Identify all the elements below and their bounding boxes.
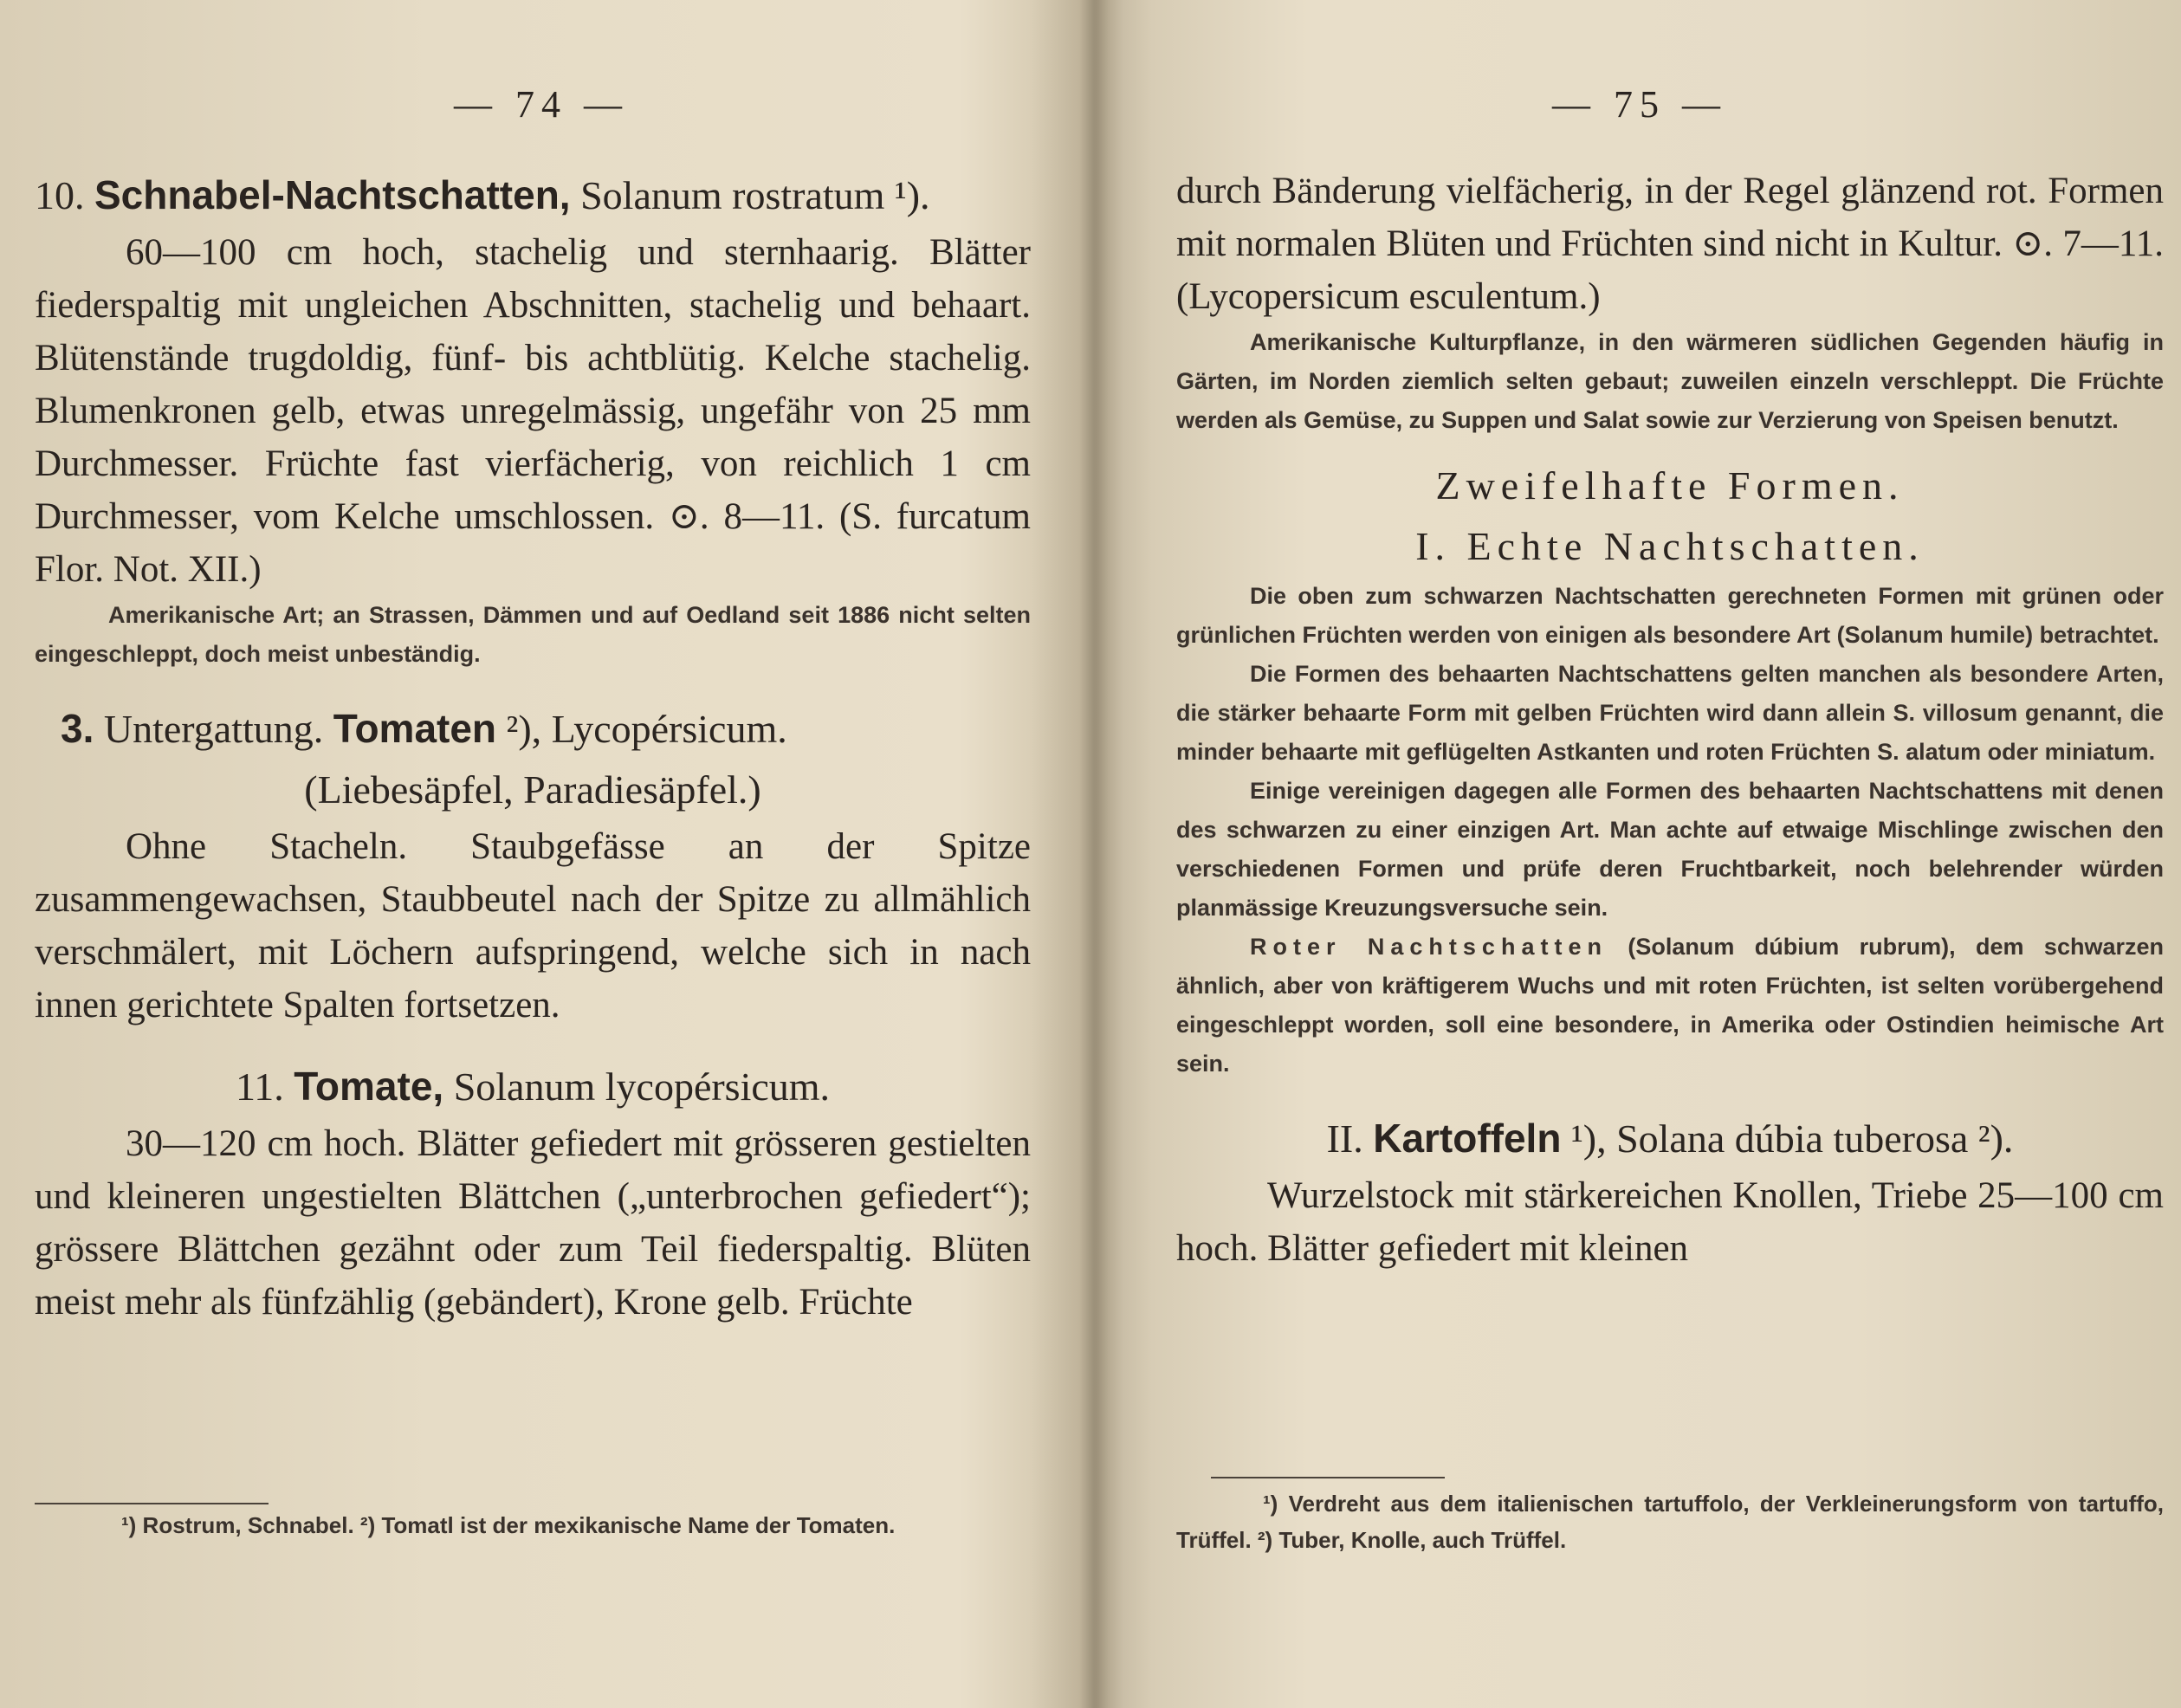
paragraph-text: (Solanum dúbium rubrum), dem schwarzen ähnlich, aber von kräftigerem Wuchs und mit roten Früchten, ist selten vorübergehend eingeschleppt worden, soll eine besondere, in Amerika oder Ostindien heimische Art sein. — [1176, 934, 2164, 1077]
paragraph: Die Formen des behaarten Nachtschattens gelten manchen als besondere Arten, die stärker behaarte Form mit gelben Früchten wird dann allein S. villosum genannt, die minder behaarte mit geflügelten Astkanten und roten Früchten S. alatum oder miniatum. — [1176, 661, 2164, 765]
group-latin: ¹), Solana dúbia tuberosa ²). — [1561, 1116, 2014, 1161]
species-note: Amerikanische Art; an Strassen, Dämmen und auf Oedland seit 1886 nicht selten eingeschleppt, doch meist unbeständig. — [35, 602, 1031, 667]
subgenus-name: Tomaten — [333, 706, 497, 751]
species-description: 60—100 cm hoch, stachelig und sternhaarig. Blätter fiederspaltig mit ungleichen Abschnitten, stachelig und behaart. Blütenstände trugdoldig, fünf- bis achtblütig. Kelche stachelig. Blumenkronen gelb, etwas unregelmässig, ungefähr von 25 mm Durchmesser. Früchte fast vierfächerig, von reichlich 1 cm Durchmesser, vom Kelche umschlossen. ⊙. 8—11. (S. furcatum Flor. Not. XII.) — [35, 232, 1031, 590]
subgenus-description: Ohne Stacheln. Staubgefässe an der Spitze zusammengewachsen, Staubbeutel nach der Spitze zu allmählich verschmälert, mit Löchern aufspringend, welche sich in nach innen gerichtete Spalten fortsetzen. — [35, 826, 1031, 1025]
paragraph-lead: Roter Nachtschatten — [1250, 934, 1608, 960]
species-heading-11 — [35, 1056, 1031, 1117]
species-heading-10 — [35, 165, 1031, 226]
group-number: II. — [1326, 1116, 1374, 1161]
paragraph — [1176, 928, 2164, 1084]
left-page — [0, 0, 1083, 1708]
paragraph: Die oben zum schwarzen Nachtschatten gerechneten Formen mit grünen oder grünlichen Früchten werden von einigen als besondere Art (Solanum humile) betrachtet. — [1176, 583, 2164, 648]
spacer — [35, 674, 1031, 698]
subgenus-number: 3. — [61, 706, 94, 751]
group-description: Wurzelstock mit stärkereichen Knollen, Triebe 25—100 cm hoch. Blätter gefiedert mit kleinen — [1176, 1175, 2164, 1269]
subgenus-latin: ²), Lycopérsicum. — [496, 707, 787, 751]
species-latin: Solanum rostratum ¹). — [570, 173, 930, 217]
subgenus-label: Untergattung. — [94, 707, 333, 751]
footnote: ¹) Verdreht aus dem italienischen tartuffolo, der Verkleinerungsform von tartuffo, Trüffel. ²) Tuber, Knolle, auch Trüffel. — [1176, 1491, 2164, 1553]
species-number: 10. — [35, 173, 85, 217]
footnote: ¹) Rostrum, Schnabel. ²) Tomatl ist der mexikanische Name der Tomaten. — [121, 1512, 896, 1538]
species-name: Tomate, — [294, 1064, 444, 1109]
subgenus-alt-names: (Liebesäpfel, Paradiesäpfel.) — [304, 767, 761, 812]
spacer — [1176, 440, 2164, 456]
spacer — [1176, 1084, 2164, 1108]
section-heading: Zweifelhafte Formen. — [1435, 463, 1905, 508]
species-description: 30—120 cm hoch. Blätter gefiedert mit grösseren gestielten und kleineren ungestielten Blättchen („unterbrochen gefiedert“); grössere Blättchen gezähnt oder zum Teil fiederspaltig. Blüten meist mehr als fünfzählig (gebändert), Krone gelb. Früchte — [35, 1123, 1031, 1323]
right-page — [1098, 0, 2181, 1708]
page-number: — 75 — — [1552, 83, 1727, 126]
species-number: 11. — [235, 1064, 294, 1109]
species-name: Schnabel-Nachtschatten, — [94, 172, 571, 217]
paragraph: Einige vereinigen dagegen alle Formen des behaarten Nachtschattens mit denen des schwarzen zu einer einzigen Art. Man achte auf etwaige Mischlinge zwischen den verschiedenen Formen und prüfe deren Fruchtbarkeit, noch belehrender würden planmässige Kreuzungsversuche sein. — [1176, 778, 2164, 921]
footnote-rule — [35, 1503, 269, 1504]
footnote-rule — [1211, 1477, 1445, 1478]
page-number: — 74 — — [454, 83, 629, 126]
group-heading — [1176, 1108, 2164, 1169]
species-note: Amerikanische Kulturpflanze, in den wärmeren südlichen Gegenden häufig in Gärten, im Norden ziemlich selten gebaut; zuweilen einzeln verschleppt. Die Früchte werden als Gemüse, zu Suppen und Salat sowie zur Verzierung von Speisen benutzt. — [1176, 329, 2164, 433]
subgenus-heading — [35, 698, 1031, 760]
group-name: Kartoffeln — [1373, 1116, 1562, 1161]
right-column — [1176, 165, 2164, 1275]
continued-description: durch Bänderung vielfächerig, in der Regel glänzend rot. Formen mit normalen Blüten und Früchten sind nicht in Kultur. ⊙. 7—11. (Lycopersicum esculentum.) — [1176, 171, 2164, 317]
species-latin: Solanum lycopérsicum. — [443, 1064, 831, 1109]
subsection-heading: I. Echte Nachtschatten. — [1415, 524, 1925, 568]
spacer — [35, 1032, 1031, 1056]
left-column — [35, 165, 1031, 1329]
